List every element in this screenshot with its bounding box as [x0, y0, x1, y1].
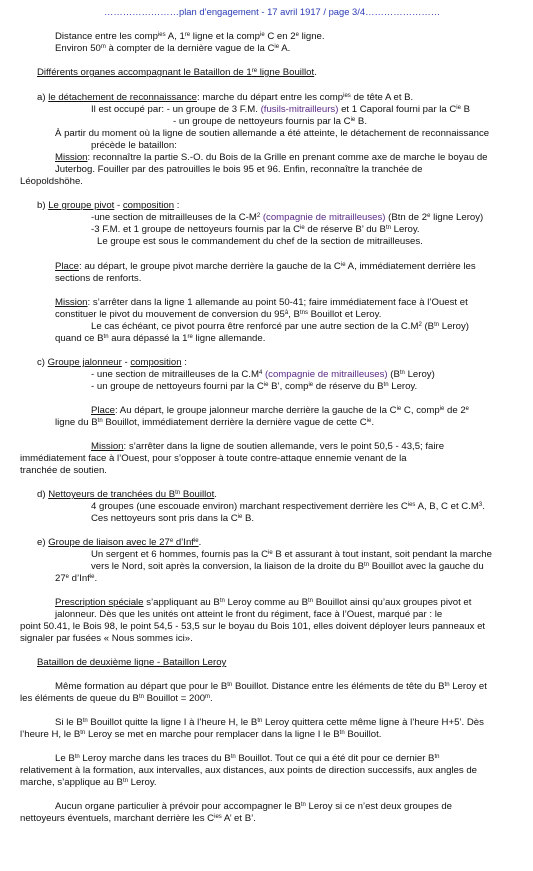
text-line: Environ 50$^m$ à compter de la dernière vague de la $C^{ie}$ A.: [55, 43, 291, 54]
text-line: marche, s’applique au $B^{tn}$ Leroy.: [20, 777, 157, 788]
text-line: -une section de mitrailleuses de la $C-M^2$ (compagnie de mitrailleuses) (Btn de 2e ligne Leroy): [91, 212, 484, 223]
text-line: Juterbog. Fouiller par des patrouilles le bois 95 et 96. Enfin, reconnaître la tranchée de: [55, 164, 423, 175]
text-line: Le cas échéant, ce pivot pourra être renforcé par une autre section de la $C.M^2$ ($B^{tn}$ Leroy): [91, 321, 469, 332]
text-line: Ces nettoyeurs sont pris dans la $C^{ie}$ B.: [91, 513, 255, 524]
text-line: Le $B^{tn}$ Leroy marche dans les traces du $B^{tn}$ Bouillot. Tout ce qui a été dit pour ce dernier $B^{tn}$: [55, 753, 440, 764]
text-line: l’heure H, le $B^{tn}$ Leroy se met en marche pour remplacer dans la ligne I le $B^{tn}$ Bouillot.: [20, 729, 382, 740]
text-line: quand ce $B^{tn}$ aura dépassé la 1re ligne allemande.: [55, 333, 266, 344]
text-line: a) le détachement de reconnaissance: marche du départ entre les comp$^{ies}$ de tête A et B.: [37, 92, 414, 103]
text-line: Un sergent et 6 hommes, fournis pas la $C^{ie}$ B et assurant à tout instant, soit pendant la marche: [91, 549, 492, 560]
text-line: - une section de mitrailleuses de la $C.M^4$ (compagnie de mitrailleuses) ($B^{tn}$ Leroy): [91, 369, 435, 380]
text-line: Même formation au départ que pour le $B^{tn}$ Bouillot. Distance entre les éléments de tête du $B^{tn}$ Leroy et: [55, 681, 487, 692]
page-header: ……………………plan d’engagement - 17 avril 1917 / page 3/4……………………: [104, 6, 441, 17]
text-line: b) Le groupe pivot - composition :: [37, 200, 180, 211]
text-line: jalonneur. Dès que les unités ont atteint le front du régiment, face à l’Ouest, marqué par : le: [55, 609, 443, 620]
section-heading: Différents organes accompagnant le Bataillon de 1re ligne Bouillot.: [37, 67, 317, 78]
text-line: tranchée de soutien.: [20, 465, 107, 476]
text-line: Mission: s’arrêter dans la ligne de soutien allemande, vers le point 50,5 - 43,5; faire: [91, 441, 445, 452]
text-line: Aucun organe particulier à prévoir pour accompagner le $B^{tn}$ Leroy si ce n’est deux groupes de: [55, 801, 453, 812]
text-line: -3 F.M. et 1 groupe de nettoyeurs fournis par la $C^{ie}$ de réserve B’ du $B^{tn}$ Leroy.: [91, 224, 420, 235]
text-line: point 50.41, le Bois 98, le point 54,5 - 53,5 sur le boyau du Bois 101, elles doivent déployer leurs panneaux et: [20, 621, 486, 632]
text-line: Place: au départ, le groupe pivot marche derrière la gauche de la $C^{ie}$ A, immédiatement derrière les: [55, 261, 476, 272]
text-line: Le groupe est sous le commandement du chef de la section de mitrailleuses.: [97, 236, 423, 247]
text-line: c) Groupe jalonneur - composition :: [37, 357, 187, 368]
section-heading: Bataillon de deuxième ligne - Bataillon Leroy: [37, 657, 227, 668]
text-line: sections de renforts.: [55, 273, 142, 284]
text-line: immédiatement face à l’Ouest, pour s’opposer à toute contre-attaque ennemie venant de la: [20, 453, 407, 464]
text-line: d) Nettoyeurs de tranchées du $B^{tn}$ Bouillot.: [37, 489, 217, 500]
text-line: Il est occupé par: - un groupe de 3 F.M. (fusils-mitrailleurs) et 1 Caporal fourni par la $C^{ie}$ B: [91, 104, 471, 115]
text-line: Distance entre les comp$^{ies}$ A, 1re ligne et la comp$^{ie}$ C en 2e ligne.: [55, 31, 325, 42]
text-line: Place: Au départ, le groupe jalonneur marche derrière la gauche de la $C^{ie}$ C, comp$^{ie}$ de 2e: [91, 405, 470, 416]
text-line: 27e d’Inf$^{ie}$.: [55, 573, 98, 584]
text-line: - un groupe de nettoyeurs fournis par la $C^{ie}$ B.: [173, 116, 367, 127]
text-line: Mission: reconnaître la partie S.-O. du Bois de la Grille en prenant comme axe de marche le boyau de: [55, 152, 488, 163]
text-line: Si le $B^{tn}$ Bouillot quitte la ligne I à l’heure H, le $B^{tn}$ Leroy quittera cette même ligne à l’heure H+5’. Dès: [55, 717, 484, 728]
text-line: e) Groupe de liaison avec le 27e d’Inf$^{ie}$.: [37, 537, 202, 548]
text-line: précède le bataillon:: [91, 140, 177, 151]
text-line: relativement à la formation, aux intervalles, aux distances, aux points de direction successifs, aux angles de: [20, 765, 478, 776]
text-line: À partir du moment où la ligne de soutien allemande a été atteinte, le détachement de reconnaissance: [55, 128, 490, 139]
text-line: signaler par fusées « Nous sommes ici».: [20, 633, 193, 644]
text-line: Mission: s’arrêter dans la ligne 1 allemande au point 50-41; faire immédiatement face à l’Ouest et: [55, 297, 468, 308]
text-line: ligne du $B^{tn}$ Bouillot, immédiatement derrière la dernière vague de cette $C^{ie}$.: [55, 417, 374, 428]
text-line: vers le Nord, soit après la conversion, la liaison de la droite du $B^{tn}$ Bouillot avec la gauche du: [91, 561, 484, 572]
text-line: constituer le pivot du mouvement de conversion du $95^â$, $B^{tns}$ Bouillot et Leroy.: [55, 309, 382, 320]
text-line: 4 groupes (une escouade environ) marchant respectivement derrière les $C^{ies}$ A, B, C et $C.M^3$.: [91, 501, 485, 512]
text-line: Prescription spéciale s’appliquant au $B^{tn}$ Leroy comme au $B^{tn}$ Bouillot ainsi qu’aux groupes pivot et: [55, 597, 472, 608]
text-line: les éléments de queue du $B^{tn}$ Bouillot = $200^m$.: [20, 693, 213, 704]
text-line: - un groupe de nettoyeurs fourni par la $C^{ie}$ B’, comp$^{ie}$ de réserve du $B^{tn}$ Leroy.: [91, 381, 418, 392]
text-line: nettoyeurs éventuels, marchant derrière les $C^{ies}$ A’ et B’.: [20, 813, 256, 824]
text-line: Léopoldshöhe.: [20, 176, 83, 187]
